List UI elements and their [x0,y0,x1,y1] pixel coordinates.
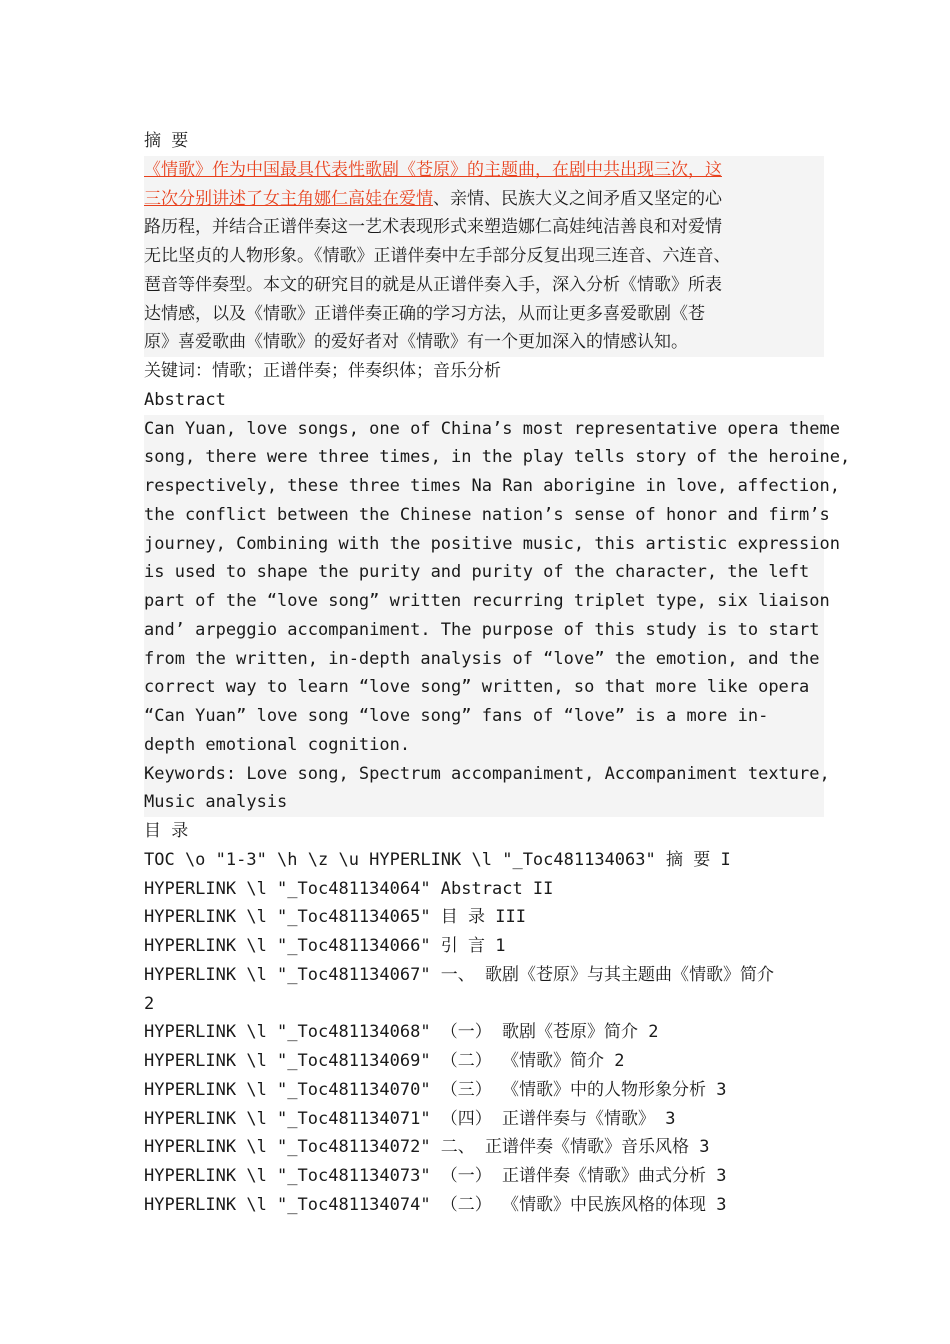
document-page [144,127,851,1220]
toc-entry[interactable]: TOC \o "1-3" \h \z \u HYPERLINK \l "_Toc481134063" 摘 要 I [144,849,731,870]
abstract-en-line: respectively, these three times Na Ran aborigine in love, affection, [144,472,824,501]
abstract-cn-line [144,185,824,214]
abstract-en-line: Can Yuan, love songs, one of China’s most representative opera theme [144,415,824,444]
abstract-en-line: is used to shape the purity and purity of the character, the left [144,558,824,587]
abstract-cn-line: 无比坚贞的人物形象。《情歌》正谱伴奏中左手部分反复出现三连音、六连音、 [144,242,824,271]
abstract-en-line: part of the “love song” written recurring triplet type, six liaison [144,587,824,616]
toc-entry[interactable]: HYPERLINK \l "_Toc481134066" 引 言 1 [144,936,506,956]
toc-heading: 目 录 [144,821,189,841]
abstract-en-line: depth emotional cognition. [144,731,824,760]
red-underlined-text: 三次分别讲述了女主角娜仁高娃在爱情 [144,188,433,209]
abstract-en-line: from the written, in-depth analysis of “love” the emotion, and the [144,645,824,674]
keywords-en-line: Music analysis [144,788,824,817]
abstract-en-line: the conflict between the Chinese nation’s sense of honor and firm’s [144,501,824,530]
red-underlined-text: 《情歌》作为中国最具代表性歌剧《苍原》的主题曲，在剧中共出现三次，这 [144,159,722,180]
abstract-cn-line: 原》喜爱歌曲《情歌》的爱好者对《情歌》有一个更加深入的情感认知。 [144,328,824,357]
abstract-en-line: correct way to learn “love song” written, so that more like opera [144,673,824,702]
abstract-cn-line: 达情感，以及《情歌》正谱伴奏正确的学习方法，从而让更多喜爱歌剧《苍 [144,300,824,329]
toc-entry[interactable]: HYPERLINK \l "_Toc481134068" （一） 歌剧《苍原》简介 2 [144,1022,659,1043]
keywords-cn: 关键词：情歌；正谱伴奏；伴奏织体；音乐分析 [144,361,501,381]
toc-entry[interactable]: HYPERLINK \l "_Toc481134065" 目 录 III [144,907,526,928]
abstract-en-line: and’ arpeggio accompaniment. The purpose of this study is to start [144,616,824,645]
abstract-en-line: “Can Yuan” love song “love song” fans of “love” is a more in- [144,702,824,731]
abstract-cn-line: 路历程，并结合正谱伴奏这一艺术表现形式来塑造娜仁高娃纯洁善良和对爱情 [144,213,824,242]
toc-entry[interactable]: HYPERLINK \l "_Toc481134064" Abstract II [144,878,554,899]
abstract-cn-heading: 摘 要 [144,131,189,151]
toc-entry[interactable]: HYPERLINK \l "_Toc481134070" （三） 《情歌》中的人物形象分析 3 [144,1079,727,1100]
abstract-cn-line: 琶音等伴奏型。本文的研究目的就是从正谱伴奏入手，深入分析《情歌》所表 [144,271,824,300]
toc-entry[interactable]: HYPERLINK \l "_Toc481134071" （四） 正谱伴奏与《情歌》 3 [144,1108,676,1129]
toc-entry[interactable]: HYPERLINK \l "_Toc481134069" （二） 《情歌》简介 2 [144,1051,625,1071]
toc-entry[interactable]: HYPERLINK \l "_Toc481134074" （二） 《情歌》中民族风格的体现 3 [144,1194,727,1215]
keywords-en-line: Keywords: Love song, Spectrum accompaniment, Accompaniment texture, [144,760,824,789]
toc-entry[interactable]: HYPERLINK \l "_Toc481134067" 一、 歌剧《苍原》与其主题曲《情歌》简介 [144,964,775,985]
abstract-en-line: journey, Combining with the positive music, this artistic expression [144,530,824,559]
abstract-en-heading: Abstract [144,389,226,410]
abstract-cn-text: 、亲情、民族大义之间矛盾又坚定的心 [433,188,722,209]
abstract-en-line: song, there were three times, in the play tells story of the heroine, [144,443,824,472]
abstract-cn-line [144,156,824,185]
toc-entry[interactable]: HYPERLINK \l "_Toc481134073" （一） 正谱伴奏《情歌》曲式分析 3 [144,1166,727,1186]
toc-entry[interactable]: HYPERLINK \l "_Toc481134072" 二、 正谱伴奏《情歌》音乐风格 3 [144,1137,710,1158]
toc-entry-page-number[interactable]: 2 [144,993,155,1014]
